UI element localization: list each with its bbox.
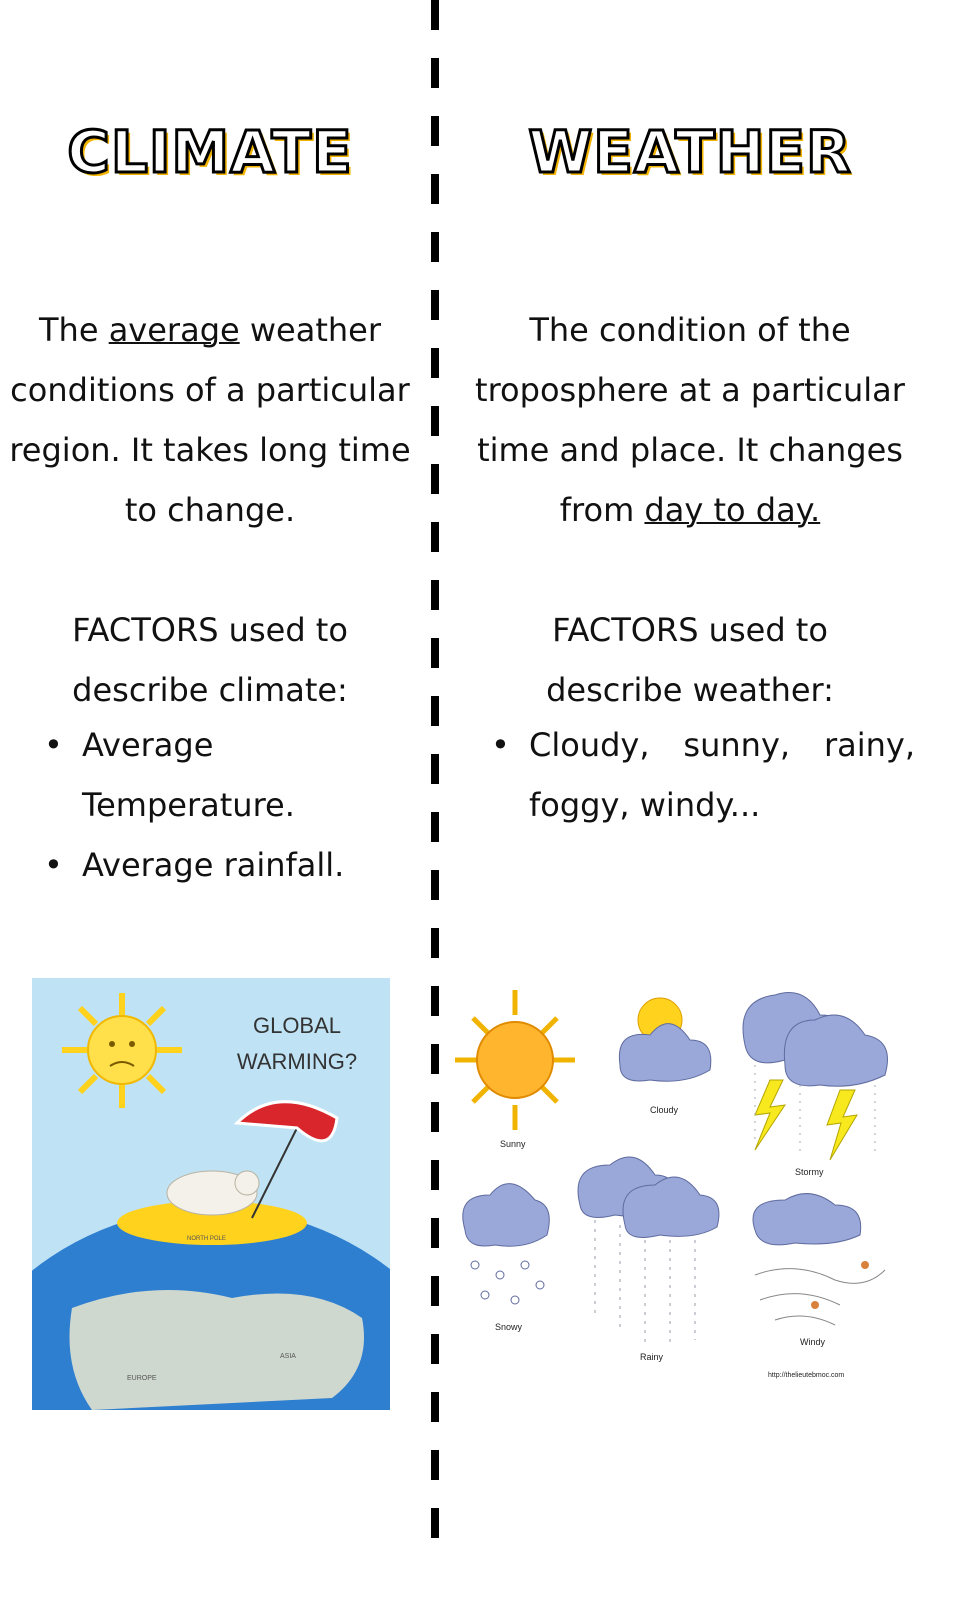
svg-text:Snowy: Snowy [495,1322,523,1332]
list-item: • Average Temperature. [44,726,295,824]
weather-factors-list [485,715,915,835]
cloudy-icon [619,998,710,1081]
snowy-icon [463,1184,550,1304]
dashed-divider [431,0,439,1560]
image-credit: http://thelieutebmoc.com [768,1372,845,1379]
climate-factors-title: FACTORS used to describe climate: [72,611,348,709]
svg-text:Stormy: Stormy [795,1167,824,1177]
map-label-asia: ASIA [280,1353,296,1360]
global-warming-illustration [32,978,390,1410]
sunny-icon [455,990,575,1130]
map-label-north-pole: NORTH POLE [187,1236,226,1242]
rainy-icon [578,1157,719,1345]
weather-factors-title: FACTORS used to describe weather: [546,611,834,709]
windy-icon [753,1194,885,1325]
list-item: • Cloudy, sunny, rainy, foggy, windy... [491,726,915,824]
svg-text:Rainy: Rainy [640,1352,664,1362]
weather-heading: WEATHER [528,118,852,186]
svg-text:Cloudy: Cloudy [650,1105,679,1115]
weather-keyword: day to day. [644,491,821,529]
svg-text:Windy: Windy [800,1337,826,1347]
stormy-icon [743,993,888,1161]
climate-definition: The average weather conditions of a particular region. It takes long time to change. [9,311,411,529]
climate-factors-list [38,715,410,895]
map-label-europe: EUROPE [127,1375,157,1382]
list-item: • Average rainfall. [44,846,345,884]
global-warming-caption: GLOBAL WARMING? [236,1013,358,1074]
weather-types-illustration [455,985,900,1385]
climate-heading: CLIMATE [67,118,353,186]
weather-definition: The condition of the troposphere at a particular time and place. It changes from day to day. [475,311,905,529]
sun-icon [62,993,182,1108]
svg-text:Sunny: Sunny [500,1139,526,1149]
climate-keyword: average [108,311,240,349]
